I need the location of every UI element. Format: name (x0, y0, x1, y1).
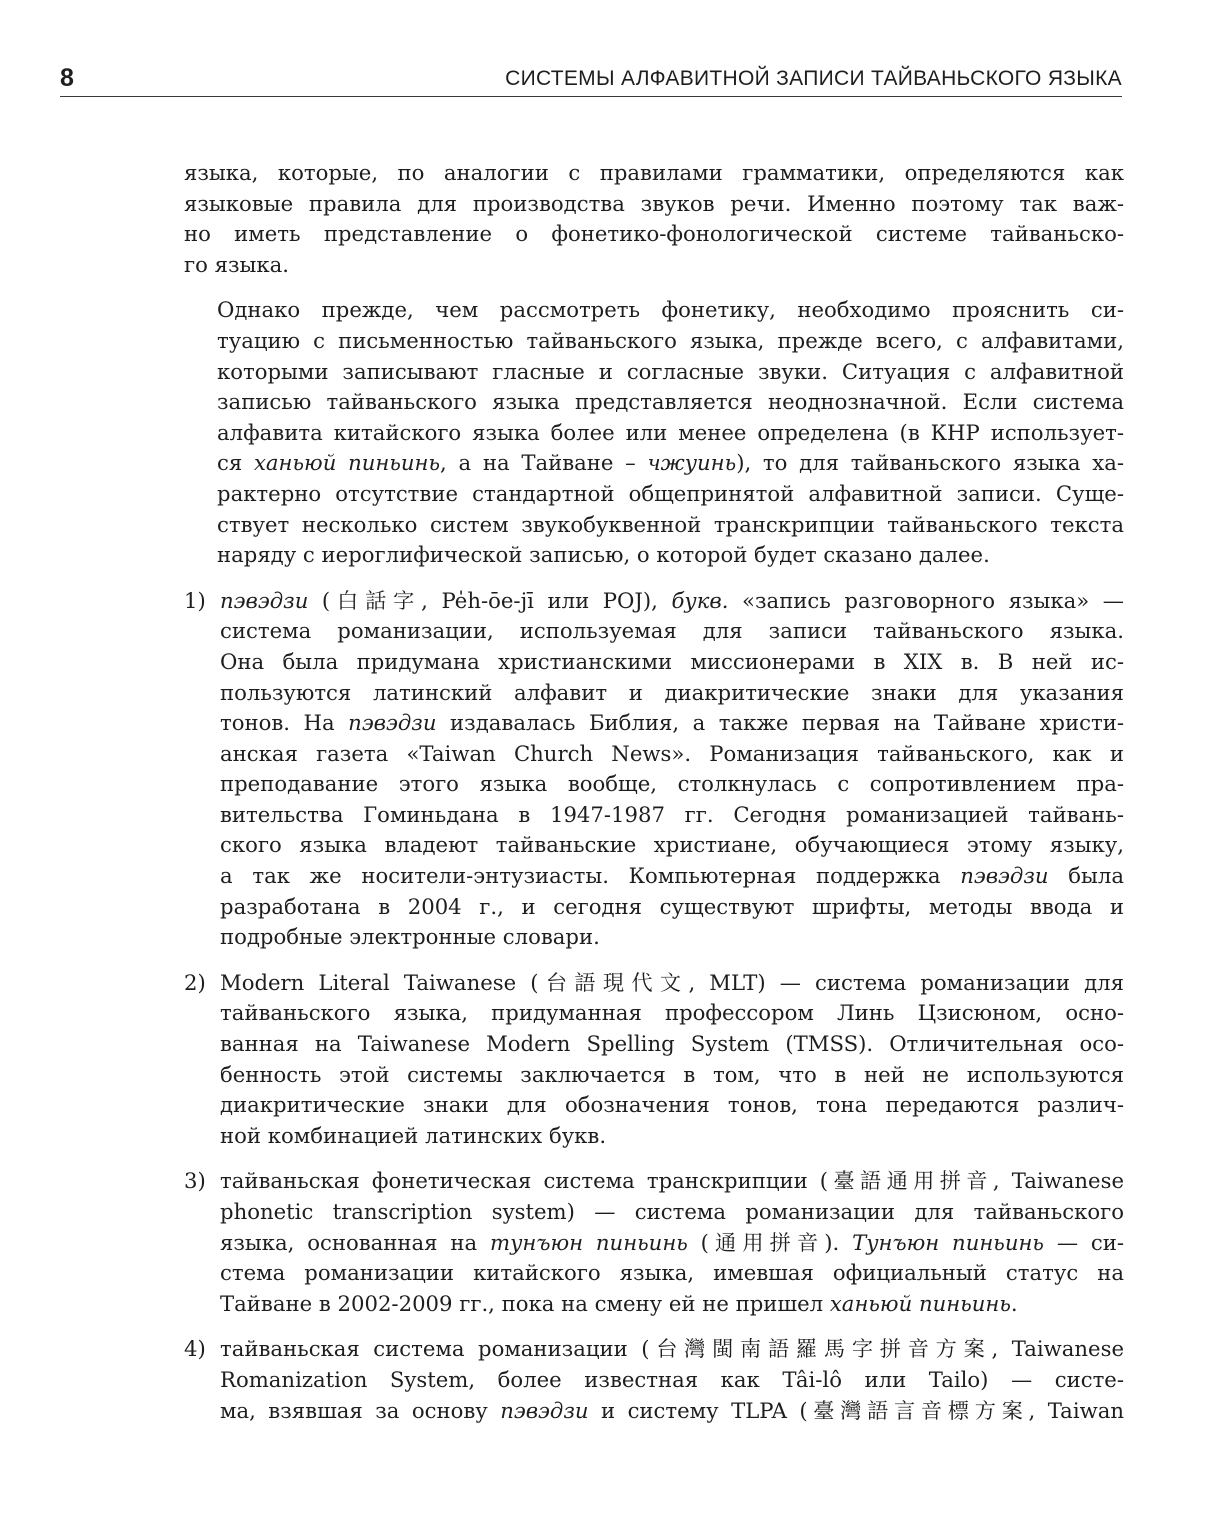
term-italic: пэвэдзи (220, 587, 309, 613)
body-text (184, 158, 1124, 1441)
list-item-tpts (184, 1166, 1124, 1319)
text-run: , а на Тайване – (440, 450, 648, 476)
text-run: издавалась Библия, а также первая на Тайване христи- (436, 710, 1124, 736)
text-line: алфавита китайского языка более или менее определена (в КНР использует- (217, 419, 1124, 445)
paragraph-writing-systems (184, 295, 1124, 570)
text-run: (通用拼音). (687, 1229, 853, 1255)
text-line: туацию с письменностью тайваньского языка, прежде всего, с алфавитами, (217, 327, 1124, 353)
text-line: диакритические знаки для обозначения тонов, тона передаются различ- (220, 1092, 1124, 1118)
text-line: которыми записывают гласные и согласные звуки. Ситуация с алфавитной (217, 358, 1124, 384)
text-run: а так же носители-энтузиасты. Компьютерная поддержка (220, 863, 961, 889)
text-line: Modern Literal Taiwanese (台語現代文, MLT) — система романизации для (220, 969, 1124, 995)
text-line: Однако прежде, чем рассмотреть фонетику, необходимо прояснить си- (217, 297, 1124, 323)
text-line: записью тайваньского языка представляется неоднозначной. Если система (217, 389, 1124, 415)
paragraph-continuation (184, 158, 1124, 280)
list-item-poj (184, 586, 1124, 953)
running-header (60, 62, 1122, 97)
text-line: тайваньская фонетическая система транскрипции (臺語通用拼音, Taiwanese (220, 1168, 1124, 1194)
list-number: 3) (184, 1168, 206, 1194)
text-line: Она была придумана христианскими миссионерами в XIX в. В ней ис- (220, 648, 1124, 674)
text-line: го языка. (184, 251, 289, 277)
text-run: была (1048, 863, 1124, 889)
text-line (220, 586, 1124, 617)
list-item-mlt (184, 968, 1124, 1152)
text-line (220, 708, 1124, 739)
text-run: тонов. На (220, 710, 349, 736)
text-run: языка, основанная на (220, 1229, 490, 1255)
text-run: — си- (1043, 1229, 1124, 1255)
text-line: преподавание этого языка вообще, столкнулась с сопротивлением пра- (220, 771, 1124, 797)
list-number: 4) (184, 1336, 206, 1362)
text-line: рактерно отсутствие стандартной общепринятой алфавитной записи. Суще- (217, 480, 1124, 506)
term-italic: Тунъюн пиньинь (852, 1229, 1044, 1255)
text-line: языковые правила для производства звуков речи. Именно поэтому так важ- (184, 190, 1124, 216)
text-run: ся (217, 450, 254, 476)
term-italic: ханьюй пиньинь (829, 1290, 1011, 1316)
text-line: наряду с иероглифической записью, о которой будет сказано далее. (217, 542, 990, 568)
term-italic: пэвэдзи (960, 863, 1049, 889)
text-line (220, 861, 1124, 892)
text-run: Тайване в 2002-2009 гг., пока на смену ей не пришел (220, 1290, 830, 1316)
term-italic: ханьюй пиньинь (253, 450, 440, 476)
text-line: Romanization System, более известная как Tâi-lô или Tailo) — систе- (220, 1366, 1124, 1392)
text-line (220, 1289, 1124, 1320)
running-title: СИСТЕМЫ АЛФАВИТНОЙ ЗАПИСИ ТАЙВАНЬСКОГО ЯЗЫКА (505, 67, 1122, 90)
text-line (220, 1228, 1124, 1259)
term-italic: тунъюн пиньинь (489, 1229, 688, 1255)
text-line: бенность этой системы заключается в том, что в ней не используются (220, 1061, 1124, 1087)
text-line: ванная на Taiwanese Modern Spelling System (TMSS). Отличительная осо- (220, 1031, 1124, 1057)
text-line: стема романизации китайского языка, имевшая официальный статус на (220, 1260, 1124, 1286)
text-line: пользуются латинский алфавит и диакритические знаки для указания (220, 679, 1124, 705)
text-line: разработана в 2004 г., и сегодня существуют шрифты, методы ввода и (220, 893, 1124, 919)
text-line: тайваньская система романизации (台灣閩南語羅馬字拼音方案, Taiwanese (220, 1336, 1124, 1362)
term-italic: пэвэдзи (500, 1397, 589, 1423)
text-run: ), то для тайваньского языка ха- (736, 450, 1125, 476)
list-number: 1) (184, 587, 206, 613)
text-run: и систему TLPA (臺灣語言音標方案, Taiwan (588, 1397, 1125, 1423)
text-run: . (1010, 1290, 1018, 1316)
text-line: ствует несколько систем звукобуквенной транскрипции тайваньского текста (217, 511, 1124, 537)
list-item-tailo (184, 1334, 1124, 1426)
text-line: но иметь представление о фонетико-фонологической системе тайваньско- (184, 221, 1124, 247)
term-italic: букв. (671, 587, 729, 613)
text-line: тайваньского языка, придуманная профессором Линь Цзисюном, осно- (220, 1000, 1124, 1026)
text-run: (白話字, Pe̍h-ōe-jī или POJ), (308, 587, 672, 613)
term-italic: чжуинь (647, 450, 737, 476)
text-line: вительства Гоминьдана в 1947-1987 гг. Сегодня романизацией тайвань- (220, 801, 1124, 827)
text-run: ма, взявшая за основу (220, 1397, 501, 1423)
text-line: языка, которые, по аналогии с правилами грамматики, определяются как (184, 160, 1124, 185)
text-line: phonetic transcription system) — система романизации для тайваньского (220, 1199, 1124, 1224)
text-run: «запись разговорного языка» — (728, 587, 1124, 613)
text-line: анская газета «Taiwan Church News». Романизация тайваньского, как и (220, 740, 1124, 766)
text-line (184, 448, 1124, 479)
list-number: 2) (184, 969, 206, 995)
term-italic: пэвэдзи (348, 710, 437, 736)
text-line: подробные электронные словари. (220, 924, 600, 950)
text-line: ной комбинацией латинских букв. (220, 1122, 607, 1148)
text-line: ского языка владеют тайваньские христиане, обучающиеся этому языку, (220, 832, 1124, 858)
page-number: 8 (60, 64, 75, 92)
text-line: система романизации, используемая для записи тайваньского языка. (220, 618, 1124, 644)
text-line (220, 1396, 1124, 1427)
